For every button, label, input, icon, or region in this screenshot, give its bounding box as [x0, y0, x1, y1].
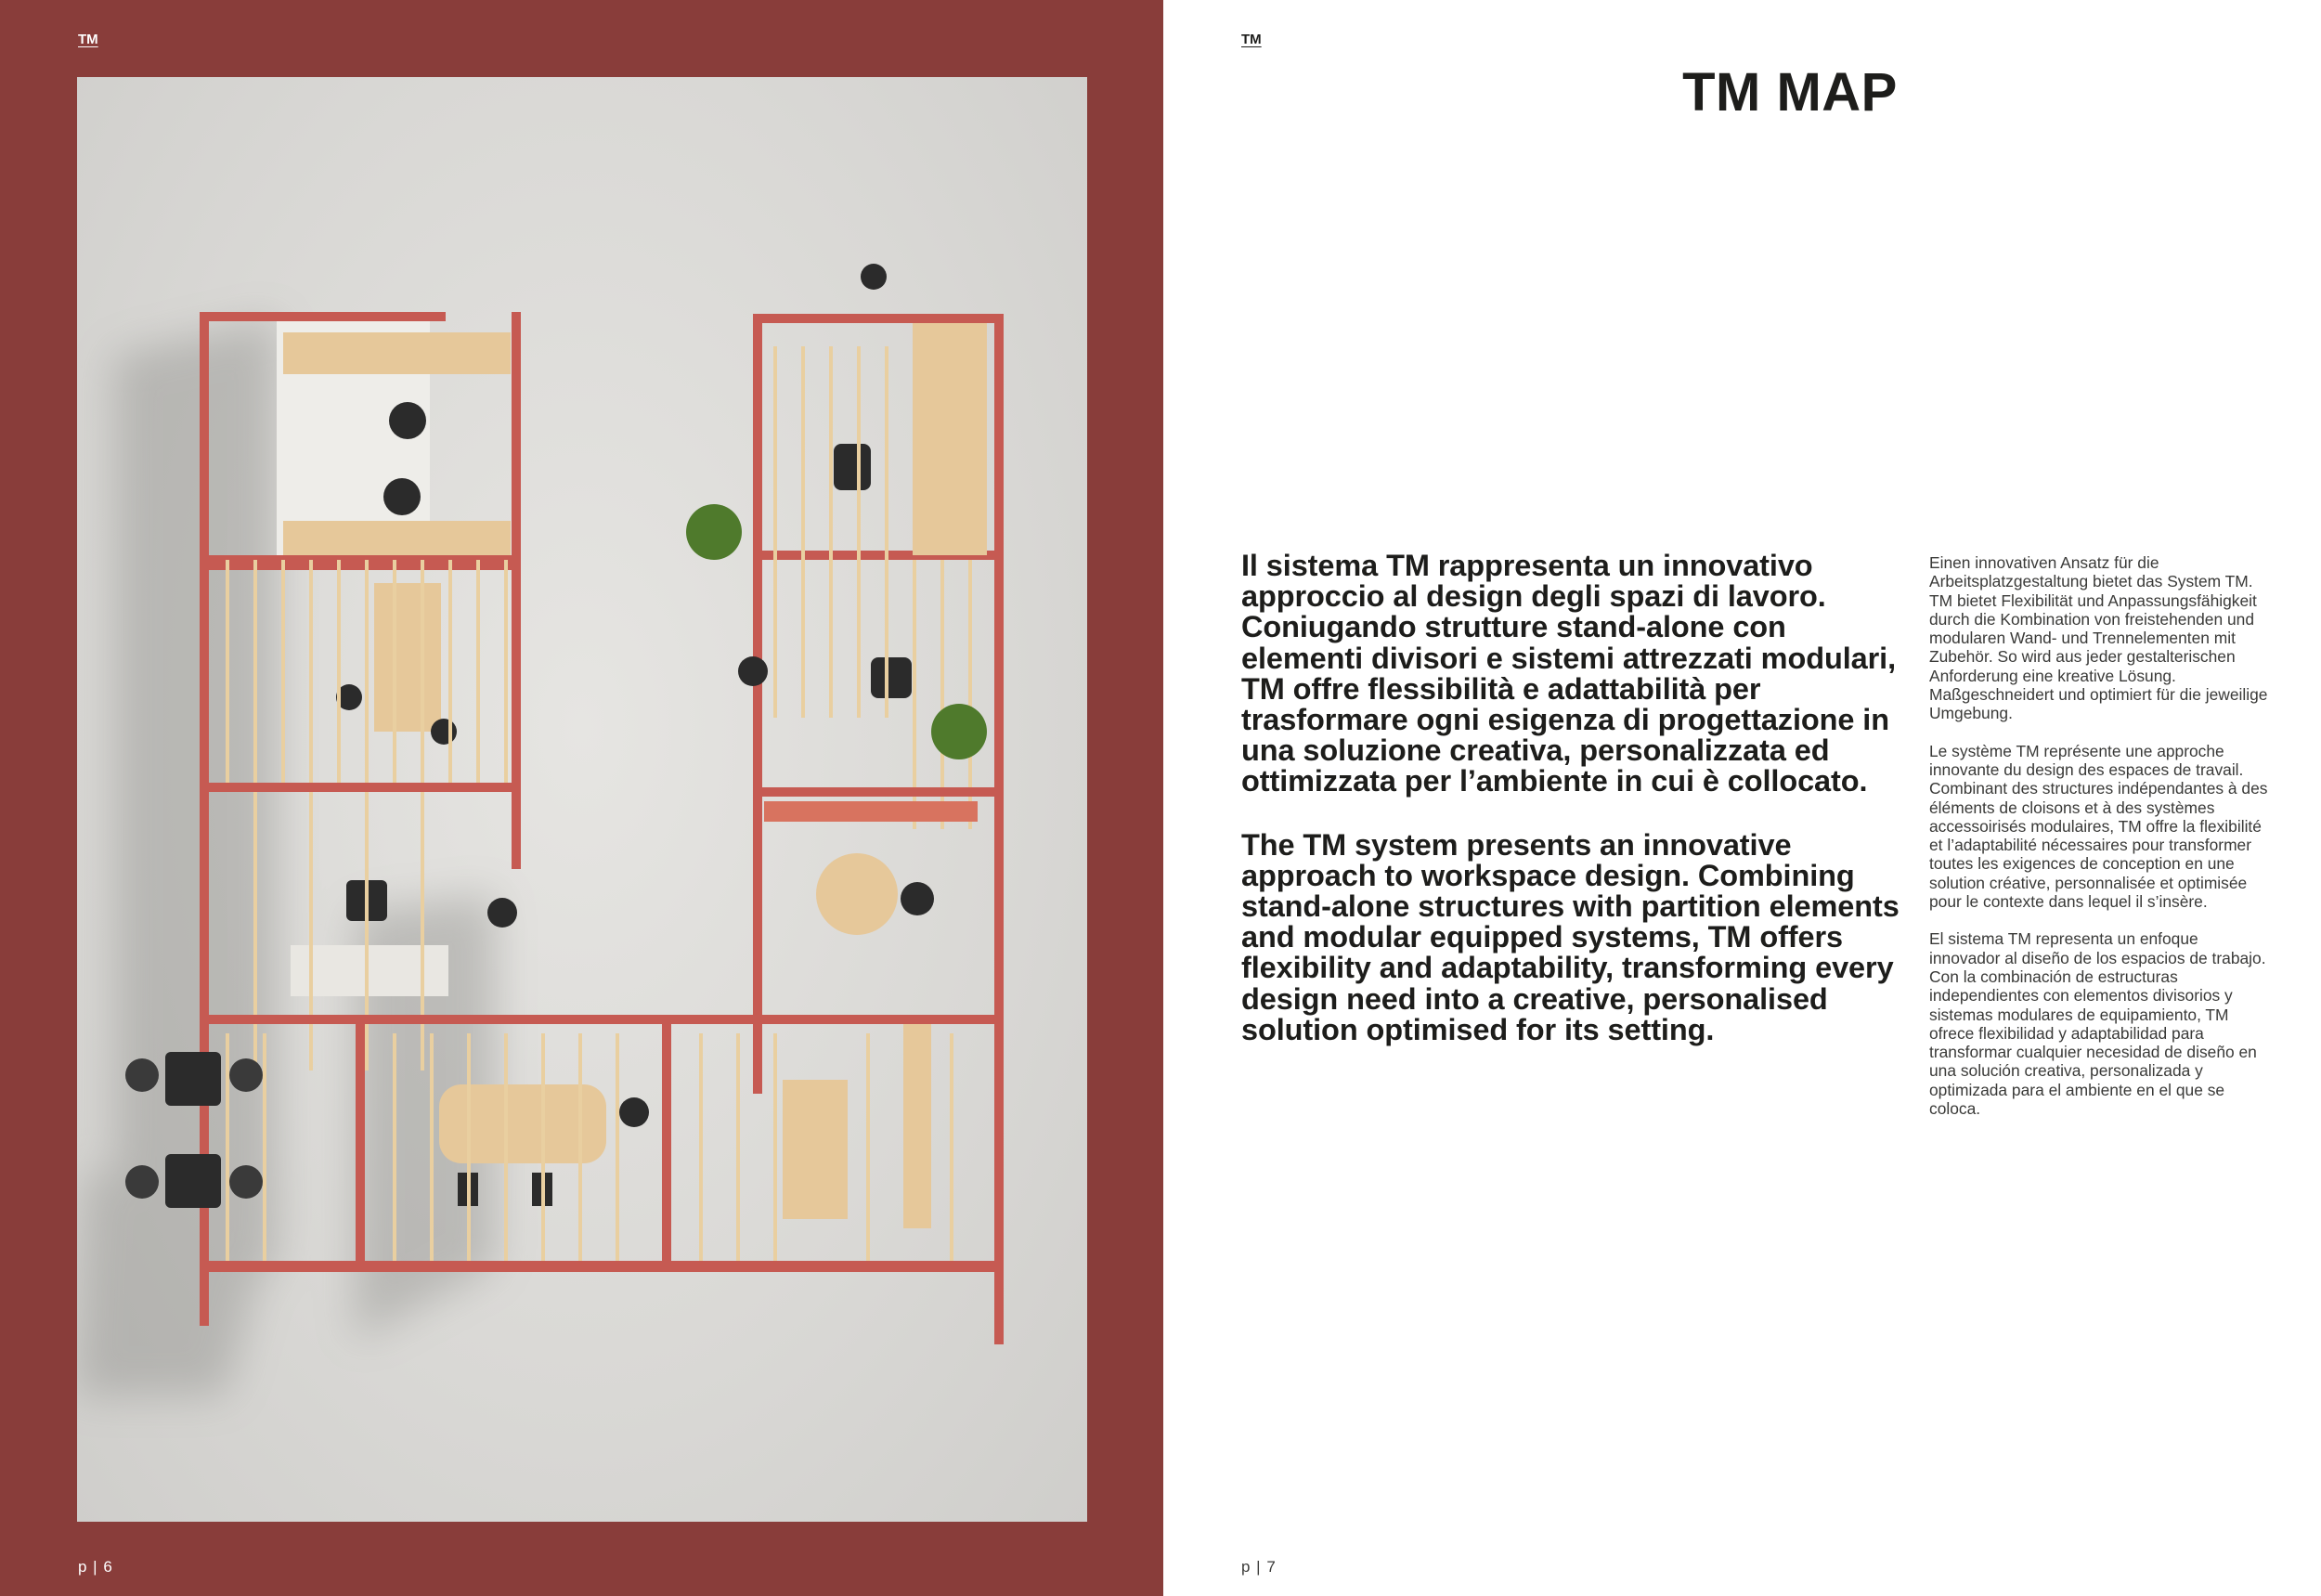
brand-label: TM	[78, 32, 98, 47]
side-body-text	[1929, 553, 2273, 1136]
plant	[686, 504, 742, 560]
paragraph-german: Einen innovativen Ansatz für die Arbeitsplatzgestaltung bietet das System TM. TM bietet Flexibilität und Anpassungsfähigkeit durch die Kombination von freistehenden und modularen Wand- und Trennelementen mit Zubehör. So wird aus jeder gestalterischen Anforderung eine kreative Lösung. Maßgeschneidert und optimiert für die jeweilige Umgebung.	[1929, 553, 2268, 723]
paragraph-spanish: El sistema TM representa un enfoque innovador al diseño de los espacios de trabajo. Con la combinación de estructuras independientes con elementos divisorios y sistemas modulares de equipamiento, TM ofrece flexibilidad y adaptabilidad para transformar cualquier necesidad de diseño en una solución creativa, personalizada y optimizada para el ambiente en el que se coloca.	[1929, 929, 2266, 1119]
page-number: p | 7	[1241, 1558, 1277, 1576]
brand-label: TM	[1241, 32, 1262, 47]
page-number: p | 6	[78, 1558, 113, 1576]
page-title: TM MAP	[1682, 62, 1898, 123]
paragraph-italian: Il sistema TM rappresenta un innovativo approccio al design degli spazi di lavoro. Coniugando strutture stand-alone con elementi divisori e sistemi attrezzati modulari, TM offre flessibilità e adattabilità per trasformare ogni esigenza di progettazione in una soluzione creativa, personalizzata ed ottimizzata per l’ambiente in cui è collocato.	[1241, 549, 1897, 798]
paragraph-english: The TM system presents an innovative approach to workspace design. Combining stand-alone structures with partition elements and modular equipped systems, TM offers flexibility and adaptability, transforming every design need into a creative, personalised solution optimised for its setting.	[1241, 827, 1900, 1046]
plant	[931, 704, 987, 759]
office-layout-photo	[77, 77, 1087, 1522]
meeting-cube-right	[753, 787, 1004, 1094]
right-page	[1163, 0, 2321, 1596]
office-layout-illustration	[77, 77, 1087, 1522]
meeting-room-bottom	[200, 1015, 1004, 1272]
main-body-text	[1241, 551, 1900, 1078]
paragraph-french: Le système TM représente une approche innovante du design des espaces de travail. Combinant des structures indépendantes à des éléments de cloisons et à des systèmes accessoirisés modulaires, TM offre la flexibilité et l’adaptabilité nécessaires pour transformer toutes les exigences de conception en une solution créative, personnalisée et optimisée pour le contexte dans lequel il s’insère.	[1929, 741, 2268, 912]
